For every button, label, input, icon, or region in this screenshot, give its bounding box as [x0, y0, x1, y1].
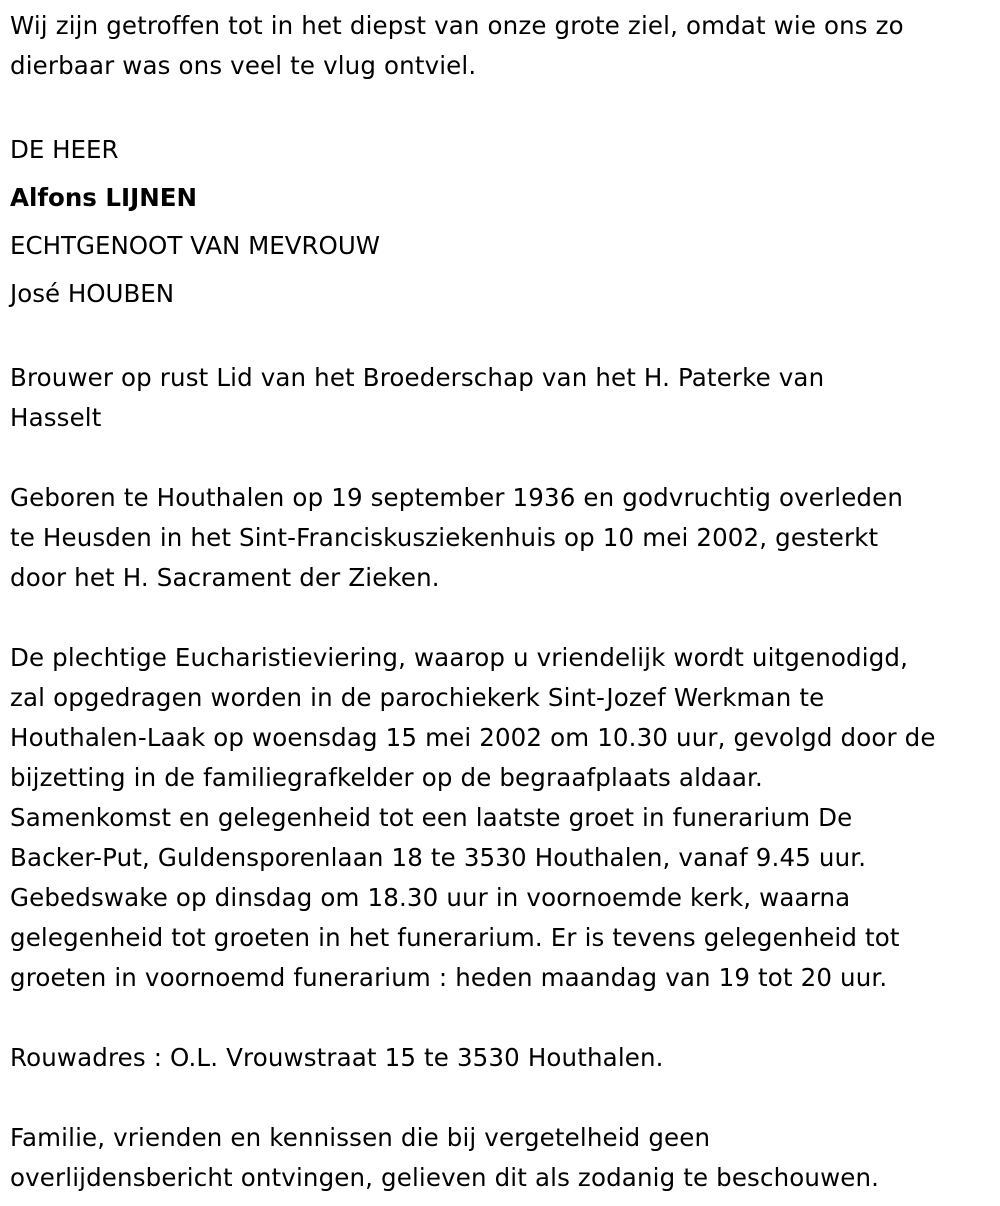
- text-line: Hasselt: [10, 403, 102, 432]
- text-line: overlijdensbericht ontvingen, gelieven dit als zodanig te beschouwen.: [10, 1163, 880, 1192]
- opening-paragraph: [10, 6, 1000, 86]
- text-line: Geboren te Houthalen op 19 september 1936 en godvruchtig overleden: [10, 483, 904, 512]
- text-line: Backer-Put, Guldensporenlaan 18 te 3530 Houthalen, vanaf 9.45 uur.: [10, 843, 867, 872]
- birth-death-paragraph: [10, 478, 1000, 598]
- text-line: Houthalen-Laak op woensdag 15 mei 2002 om 10.30 uur, gevolgd door de: [10, 723, 936, 752]
- closing-paragraph: [10, 1118, 1000, 1198]
- text-line: door het H. Sacrament der Zieken.: [10, 563, 440, 592]
- deceased-block: [10, 126, 1000, 318]
- ceremony-paragraph: [10, 638, 1000, 998]
- text-line: groeten in voornoemd funerarium : heden maandag van 19 tot 20 uur.: [10, 963, 888, 992]
- text-line: zal opgedragen worden in de parochiekerk Sint-Jozef Werkman te: [10, 683, 825, 712]
- text-line: gelegenheid tot groeten in het funerarium. Er is tevens gelegenheid tot: [10, 923, 900, 952]
- text-line: Brouwer op rust Lid van het Broederschap van het H. Paterke van: [10, 363, 825, 392]
- deceased-title: DE HEER: [10, 135, 119, 164]
- deceased-name: Alfons LIJNEN: [10, 183, 197, 212]
- text-line: Familie, vrienden en kennissen die bij vergetelheid geen: [10, 1123, 711, 1152]
- deceased-relation: ECHTGENOOT VAN MEVROUW: [10, 231, 381, 260]
- text-line: te Heusden in het Sint-Franciskusziekenhuis op 10 mei 2002, gesterkt: [10, 523, 879, 552]
- text-line: De plechtige Eucharistieviering, waarop u vriendelijk wordt uitgenodigd,: [10, 643, 909, 672]
- text-line: dierbaar was ons veel te vlug ontviel.: [10, 51, 477, 80]
- text-line: bijzetting in de familiegrafkelder op de begraafplaats aldaar.: [10, 763, 763, 792]
- spouse-name: José HOUBEN: [10, 279, 175, 308]
- text-line: Samenkomst en gelegenheid tot een laatste groet in funerarium De: [10, 803, 853, 832]
- text-line: Rouwadres : O.L. Vrouwstraat 15 te 3530 Houthalen.: [10, 1043, 664, 1072]
- text-line: Gebedswake op dinsdag om 18.30 uur in voornoemde kerk, waarna: [10, 883, 851, 912]
- address-paragraph: [10, 1038, 1000, 1078]
- text-line: Wij zijn getroffen tot in het diepst van onze grote ziel, omdat wie ons zo: [10, 11, 904, 40]
- occupation-paragraph: [10, 358, 1000, 438]
